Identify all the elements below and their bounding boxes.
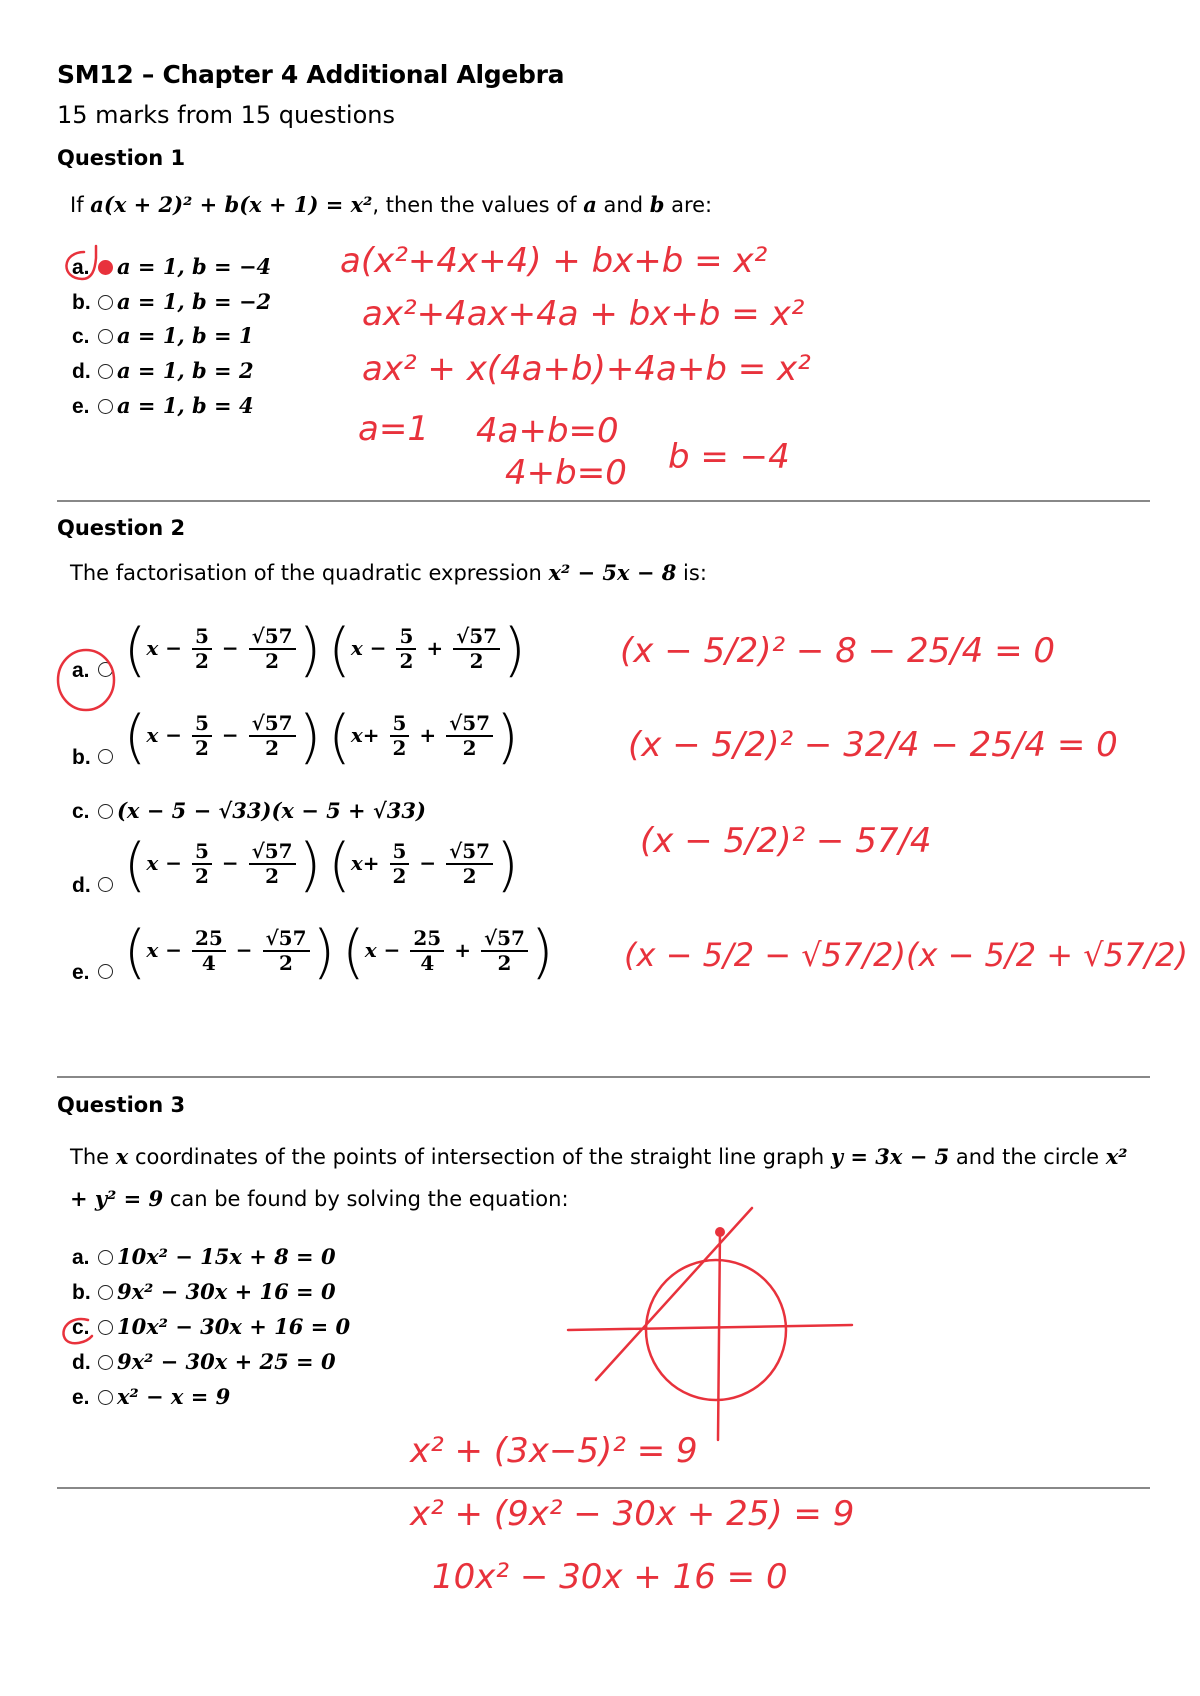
option-label: e. bbox=[72, 1386, 90, 1409]
option-text: (x − 5 − √33)(x − 5 + √33) bbox=[117, 798, 426, 823]
handwriting-line: x² + (3x−5)² = 9 bbox=[410, 1431, 698, 1471]
option-label: b. bbox=[72, 1281, 91, 1304]
page-title: SM12 – Chapter 4 Additional Algebra bbox=[57, 60, 565, 89]
stem-var: a bbox=[583, 192, 597, 217]
stem-text: The bbox=[70, 1145, 110, 1169]
option-text: x² − x = 9 bbox=[117, 1384, 231, 1409]
stem-text: is: bbox=[683, 561, 707, 585]
option-text: a = 1, b = 4 bbox=[117, 393, 254, 418]
option-label: e. bbox=[72, 960, 90, 984]
question-3-heading: Question 3 bbox=[57, 1093, 186, 1117]
option-label: d. bbox=[72, 1351, 91, 1374]
answer-circle-mark bbox=[58, 650, 114, 710]
handwriting-line: 10x² − 30x + 16 = 0 bbox=[432, 1557, 788, 1597]
stem-text: If bbox=[70, 193, 84, 217]
handwriting-line: ax² + x(4a+b)+4a+b = x² bbox=[362, 349, 811, 389]
option-expression: (x − $\frac{5}{2}$ − $\frac{√57}{2}$ ) (x − $\frac{5}{2}$ + $\frac{√57}{2}$ ) bbox=[123, 615, 526, 683]
option-label: c. bbox=[72, 325, 90, 348]
option-label: b. bbox=[72, 291, 91, 314]
option-expression: (x − $\frac{25}{4}$ − $\frac{√57}{2}$ ) (x − $\frac{25}{4}$ + $\frac{√57}{2}$ ) bbox=[123, 917, 554, 985]
option-text: a = 1, b = 2 bbox=[117, 358, 254, 383]
option-text: a = 1, b = −2 bbox=[117, 289, 272, 314]
option-text: a = 1, b = 1 bbox=[117, 323, 254, 348]
question-1-heading: Question 1 bbox=[57, 146, 186, 170]
stem-equation: y = 3x − 5 bbox=[830, 1144, 950, 1169]
option-label: e. bbox=[72, 395, 90, 418]
option-label: b. bbox=[72, 745, 91, 769]
option-text: a = 1, b = −4 bbox=[117, 254, 272, 279]
answer-circle-mark bbox=[63, 1319, 92, 1343]
option-text: 10x² − 30x + 16 = 0 bbox=[117, 1314, 351, 1339]
option-label: c. bbox=[72, 800, 90, 823]
stem-text: are: bbox=[671, 193, 713, 217]
page-subtitle: 15 marks from 15 questions bbox=[57, 101, 395, 129]
stem-text: and bbox=[603, 193, 644, 217]
option-label: a. bbox=[72, 256, 90, 279]
option-expression: (x − $\frac{5}{2}$ − $\frac{√57}{2}$ ) (x+ $\frac{5}{2}$ − $\frac{√57}{2}$ ) bbox=[123, 830, 519, 898]
stem-var: b bbox=[649, 192, 665, 217]
sketch-circle bbox=[646, 1260, 786, 1400]
stem-text: can be found by solving the equation: bbox=[169, 1187, 569, 1211]
option-label: a. bbox=[72, 1246, 90, 1269]
sketch-y-axis bbox=[718, 1230, 720, 1440]
option-text: 10x² − 15x + 8 = 0 bbox=[117, 1244, 336, 1269]
handwriting-line: x² + (9x² − 30x + 25) = 9 bbox=[410, 1494, 855, 1534]
option-label: a. bbox=[72, 658, 90, 682]
intersection-dot bbox=[715, 1227, 725, 1237]
question-2-heading: Question 2 bbox=[57, 516, 186, 540]
handwriting-line: 4a+b=0 bbox=[476, 411, 619, 451]
stem-equation: a(x + 2)² + b(x + 1) = x² bbox=[90, 192, 373, 217]
stem-text: The factorisation of the quadratic expression bbox=[70, 561, 542, 585]
handwriting-line: b = −4 bbox=[668, 437, 790, 477]
stem-equation: x² + y² = 9 bbox=[70, 1144, 1128, 1211]
handwriting-line: (x − 5/2)² − 8 − 25/4 = 0 bbox=[620, 631, 1056, 671]
handwriting-line: (x − 5/2)² − 32/4 − 25/4 = 0 bbox=[628, 725, 1118, 765]
sketch-straight-line bbox=[596, 1208, 752, 1380]
handwriting-line: (x − 5/2 − √57/2)(x − 5/2 + √57/2) bbox=[624, 936, 1188, 974]
option-label: d. bbox=[72, 360, 91, 383]
option-label: c. bbox=[72, 1316, 90, 1339]
option-expression: (x − $\frac{5}{2}$ − $\frac{√57}{2}$ ) (x+ $\frac{5}{2}$ + $\frac{√57}{2}$ ) bbox=[123, 702, 519, 770]
handwriting-line: a=1 bbox=[358, 409, 429, 449]
stem-var: x bbox=[115, 1144, 129, 1169]
stem-expression: x² − 5x − 8 bbox=[548, 560, 677, 585]
stem-text: coordinates of the points of intersection of the straight line graph bbox=[134, 1145, 825, 1169]
handwriting-line: (x − 5/2)² − 57/4 bbox=[640, 821, 932, 861]
stem-text: and the circle bbox=[955, 1145, 1100, 1169]
stem-text: , then the values of bbox=[372, 193, 577, 217]
sketch-x-axis bbox=[568, 1325, 852, 1330]
option-text: 9x² − 30x + 16 = 0 bbox=[117, 1279, 336, 1304]
handwriting-line: ax²+4ax+4a + bx+b = x² bbox=[362, 294, 805, 334]
option-text: 9x² − 30x + 25 = 0 bbox=[117, 1349, 336, 1374]
option-label: d. bbox=[72, 873, 91, 897]
handwriting-line: a(x²+4x+4) + bx+b = x² bbox=[340, 241, 768, 281]
handwriting-line: 4+b=0 bbox=[505, 453, 627, 493]
answer-check-mark bbox=[66, 246, 96, 279]
